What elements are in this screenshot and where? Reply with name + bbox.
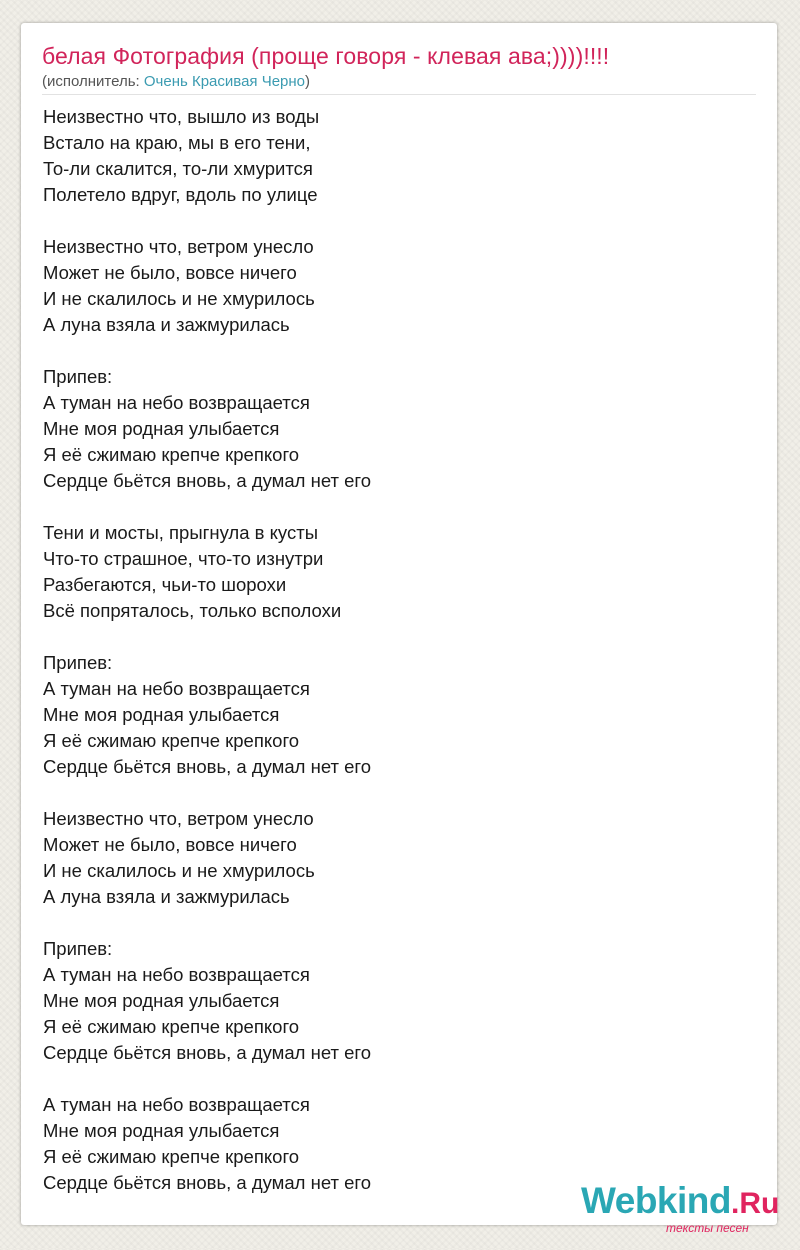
- lyrics-text: [43, 104, 371, 1196]
- lyrics-line: А луна взяла и зажмурилась: [43, 314, 290, 335]
- artist-prefix: (исполнитель:: [42, 73, 144, 90]
- artist-line: [42, 73, 310, 90]
- lyrics-line: И не скалилось и не хмурилось: [43, 288, 315, 309]
- logo-main-text: Webkind: [581, 1180, 731, 1221]
- lyrics-line: Я её сжимаю крепче крепкого: [43, 730, 300, 751]
- lyrics-line: Припев:: [43, 366, 113, 387]
- title-divider: [42, 94, 756, 95]
- logo-wordmark: [581, 1180, 779, 1222]
- lyrics-line: Сердце бьётся вновь, а думал нет его: [43, 1042, 372, 1063]
- lyrics-line: Неизвестно что, ветром унесло: [43, 808, 314, 829]
- lyrics-card: [21, 23, 780, 1235]
- lyrics-line: Неизвестно что, вышло из воды: [43, 106, 320, 127]
- lyrics-line: Может не было, вовсе ничего: [43, 262, 297, 283]
- webkind-logo[interactable]: [581, 1180, 796, 1250]
- lyrics-line: Я её сжимаю крепче крепкого: [43, 1016, 300, 1037]
- lyrics-line: Полетело вдруг, вдоль по улице: [43, 184, 318, 205]
- lyrics-line: Сердце бьётся вновь, а думал нет его: [43, 470, 372, 491]
- lyrics-line: Сердце бьётся вновь, а думал нет его: [43, 756, 372, 777]
- lyrics-line: Всё попряталось, только всполохи: [43, 600, 342, 621]
- lyrics-line: Мне моя родная улыбается: [43, 990, 280, 1011]
- logo-tagline: тексты песен: [666, 1221, 749, 1235]
- artist-suffix: ): [305, 73, 311, 90]
- lyrics-line: Я её сжимаю крепче крепкого: [43, 444, 300, 465]
- artist-link[interactable]: Очень Красивая Черно: [143, 73, 306, 90]
- lyrics-line: Неизвестно что, ветром унесло: [43, 236, 314, 257]
- lyrics-line: И не скалилось и не хмурилось: [43, 860, 315, 881]
- lyrics-stanza: [43, 520, 371, 624]
- lyrics-line: А туман на небо возвращается: [43, 1094, 310, 1115]
- lyrics-line: Тени и мосты, прыгнула в кусты: [43, 522, 318, 543]
- lyrics-line: Мне моя родная улыбается: [43, 1120, 280, 1141]
- lyrics-line: Я её сжимаю крепче крепкого: [43, 1146, 300, 1167]
- song-title: белая Фотография (проще говоря - клевая ава;))))!!!!: [42, 43, 610, 69]
- lyrics-line: Может не было, вовсе ничего: [43, 834, 297, 855]
- lyrics-line: Мне моя родная улыбается: [43, 704, 280, 725]
- lyrics-line: Сердце бьётся вновь, а думал нет его: [43, 1172, 372, 1193]
- lyrics-stanza: [43, 234, 371, 338]
- lyrics-line: Что-то страшное, что-то изнутри: [43, 548, 324, 569]
- lyrics-line: Мне моя родная улыбается: [43, 418, 280, 439]
- lyrics-line: То-ли скалится, то-ли хмурится: [43, 158, 313, 179]
- lyrics-line: Встало на краю, мы в его тени,: [43, 132, 311, 153]
- lyrics-stanza: [43, 1092, 371, 1196]
- lyrics-line: Припев:: [43, 938, 113, 959]
- lyrics-stanza: [43, 936, 371, 1066]
- lyrics-stanza: [43, 650, 371, 780]
- logo-domain-text: .Ru: [731, 1187, 780, 1220]
- lyrics-line: А луна взяла и зажмурилась: [43, 886, 290, 907]
- lyrics-stanza: [43, 806, 371, 910]
- lyrics-line: А туман на небо возвращается: [43, 678, 310, 699]
- lyrics-line: А туман на небо возвращается: [43, 392, 310, 413]
- lyrics-stanza: [43, 104, 371, 208]
- lyrics-line: Припев:: [43, 652, 113, 673]
- lyrics-line: Разбегаются, чьи-то шорохи: [43, 574, 287, 595]
- lyrics-stanza: [43, 364, 371, 494]
- lyrics-line: А туман на небо возвращается: [43, 964, 310, 985]
